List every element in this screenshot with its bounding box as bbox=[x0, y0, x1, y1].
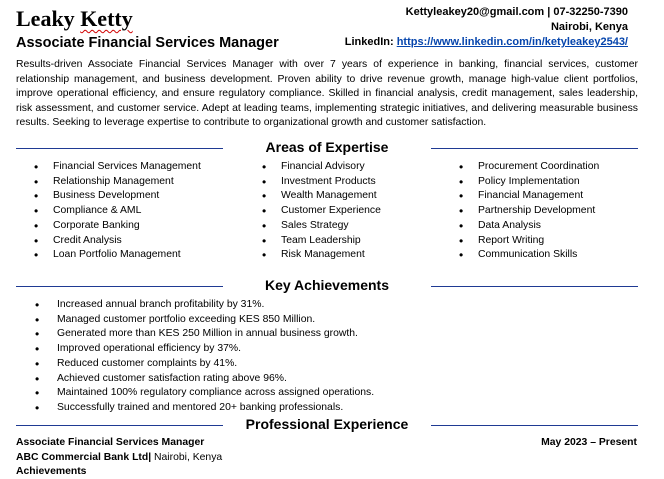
list-item: • Data Analysis bbox=[459, 219, 599, 234]
linkedin-link[interactable]: https://www.linkedin.com/in/ketyleakey2543/ bbox=[396, 36, 628, 48]
list-item: • Policy Implementation bbox=[459, 175, 599, 190]
list-item: • Customer Experience bbox=[262, 204, 381, 219]
list-item: • Successfully trained and mentored 20+ banking professionals. bbox=[33, 401, 374, 416]
first-name: Leaky bbox=[16, 6, 75, 31]
list-item: • Team Leadership bbox=[262, 234, 381, 249]
contact-email-phone: Kettyleakey20@gmail.com | 07-32250-7390 bbox=[405, 6, 628, 18]
list-item: • Relationship Management bbox=[34, 175, 201, 190]
list-item: • Maintained 100% regulatory compliance across assigned operations. bbox=[33, 386, 374, 401]
company-location: Nairobi, Kenya bbox=[151, 452, 223, 463]
expertise-column-3 bbox=[459, 160, 599, 263]
list-item: • Financial Services Management bbox=[34, 160, 201, 175]
divider-line bbox=[431, 425, 638, 426]
job-title: Associate Financial Services Manager bbox=[16, 437, 205, 448]
job-achievements-heading: Achievements bbox=[16, 466, 87, 477]
list-item: • Business Development bbox=[34, 189, 201, 204]
list-item: • Financial Management bbox=[459, 189, 599, 204]
professional-summary: Results-driven Associate Financial Services Manager with over 7 years of experience in banking, financial services, customer relationship management, and business development. Proven ability to drive revenue growth, manage high-value client portfolios, improve operational efficiency, and ensure regulatory compliance. Skilled in financial analysis, credit management, sales leadership, risk assessment, and customer service. Adept at leading teams, implementing strategic initiatives, and delivering measurable business results. Seeking to leverage expertise to contribute to organizational growth and customer satisfaction. bbox=[16, 59, 638, 128]
list-item: • Investment Products bbox=[262, 175, 381, 190]
list-item: • Corporate Banking bbox=[34, 219, 201, 234]
list-item: • Sales Strategy bbox=[262, 219, 381, 234]
list-item: • Credit Analysis bbox=[34, 234, 201, 249]
expertise-column-2 bbox=[262, 160, 381, 263]
expertise-section-header bbox=[16, 139, 638, 157]
list-item: • Financial Advisory bbox=[262, 160, 381, 175]
list-item: • Risk Management bbox=[262, 248, 381, 263]
job-company bbox=[16, 452, 222, 463]
job-dates: May 2023 – Present bbox=[541, 437, 637, 448]
experience-section-header bbox=[16, 416, 638, 434]
list-item: • Loan Portfolio Management bbox=[34, 248, 201, 263]
company-separator: | bbox=[148, 452, 152, 463]
achievements-list bbox=[33, 298, 374, 416]
list-item: • Achieved customer satisfaction rating above 96%. bbox=[33, 372, 374, 387]
list-item: • Reduced customer complaints by 41%. bbox=[33, 357, 374, 372]
divider-line bbox=[431, 148, 638, 149]
linkedin-label: LinkedIn: bbox=[344, 36, 394, 48]
expertise-title: Areas of Expertise bbox=[265, 139, 389, 155]
list-item: • Procurement Coordination bbox=[459, 160, 599, 175]
list-item: • Partnership Development bbox=[459, 204, 599, 219]
list-item: • Improved operational efficiency by 37%. bbox=[33, 342, 374, 357]
list-item: • Generated more than KES 250 Million in annual business growth. bbox=[33, 327, 374, 342]
divider-line bbox=[431, 286, 638, 287]
list-item: • Wealth Management bbox=[262, 189, 381, 204]
contact-location: Nairobi, Kenya bbox=[550, 21, 628, 33]
company-name: ABC Commercial Bank Ltd bbox=[16, 452, 149, 463]
expertise-column-1 bbox=[34, 160, 201, 263]
experience-title: Professional Experience bbox=[245, 416, 409, 432]
list-item: • Increased annual branch profitability by 31%. bbox=[33, 298, 374, 313]
achievements-title: Key Achievements bbox=[265, 277, 389, 293]
contact-linkedin bbox=[345, 35, 628, 50]
list-item: • Managed customer portfolio exceeding KES 850 Million. bbox=[33, 313, 374, 328]
list-item: • Compliance & AML bbox=[34, 204, 201, 219]
contact-block bbox=[345, 5, 628, 50]
list-item: • Communication Skills bbox=[459, 248, 599, 263]
last-name: Ketty bbox=[80, 6, 133, 31]
achievements-section-header bbox=[16, 277, 638, 295]
job-role-title: Associate Financial Services Manager bbox=[16, 35, 279, 51]
candidate-name bbox=[16, 6, 133, 32]
list-item: • Report Writing bbox=[459, 234, 599, 249]
